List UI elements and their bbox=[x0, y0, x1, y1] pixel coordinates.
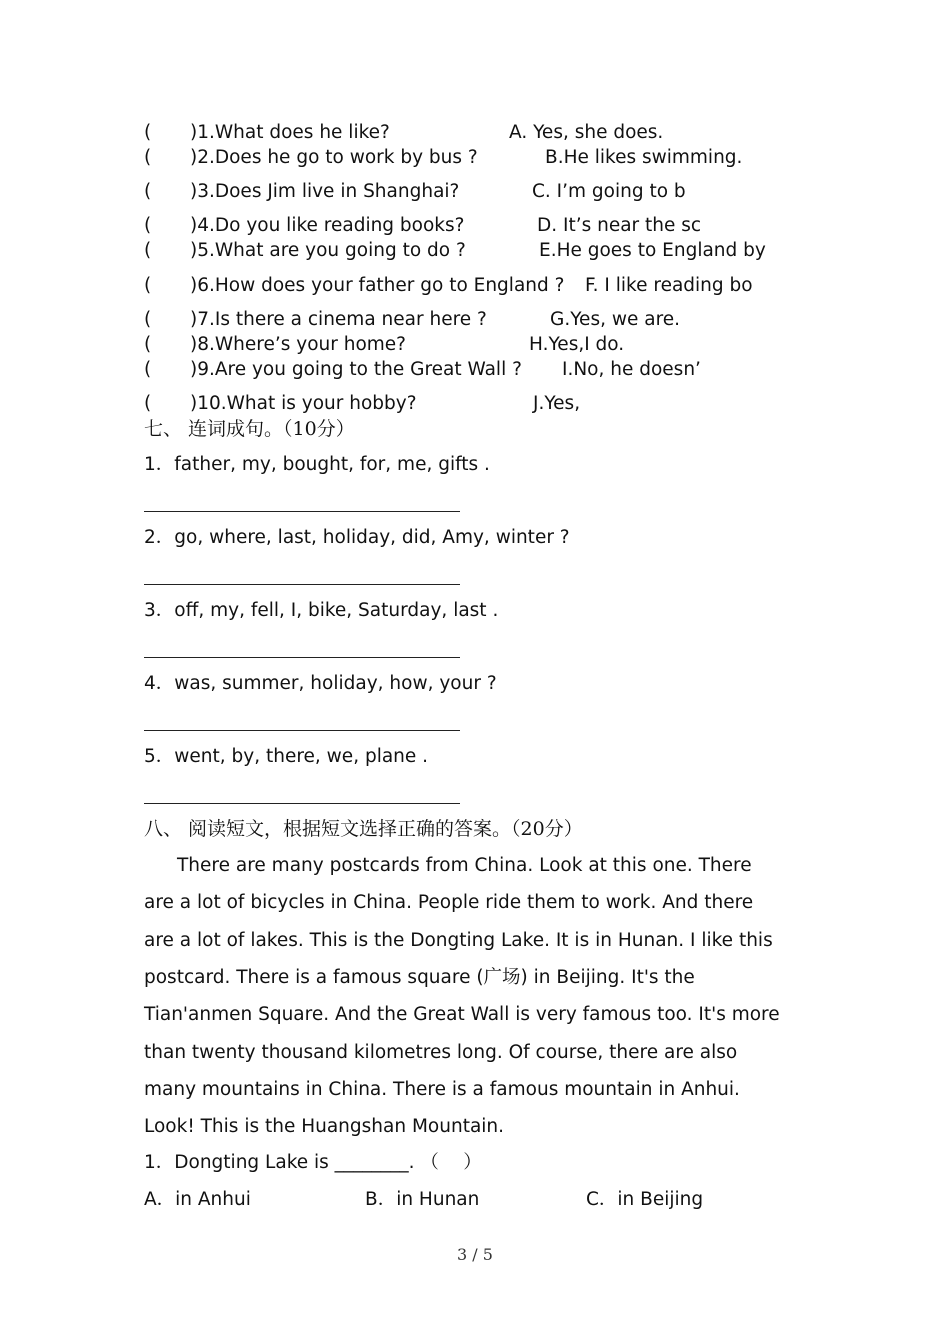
passage-line: There are many postcards from China. Look at this one. There bbox=[177, 855, 752, 876]
sentence-prompt: 2．go, where, last, holiday, did, Amy, winter ? bbox=[144, 527, 570, 548]
sentence-prompt: 4．was, summer, holiday, how, your ? bbox=[144, 673, 497, 694]
question-text: )6.How does your father go to England ? bbox=[190, 275, 565, 296]
answer-bracket: ( bbox=[144, 359, 152, 380]
answer-bracket: ( bbox=[144, 147, 152, 168]
sentence-prompt: 3．off, my, fell, I, bike, Saturday, last . bbox=[144, 600, 499, 621]
passage-line: are a lot of bicycles in China. People ride them to work. And there bbox=[144, 892, 754, 913]
answer-bracket: ( bbox=[144, 393, 152, 414]
answer-option: H.Yes,I do. bbox=[529, 334, 625, 355]
question-text: )8.Where’s your home? bbox=[190, 334, 406, 355]
answer-option: C. I’m going to b bbox=[532, 181, 686, 202]
answer-option: E.He goes to England by bbox=[539, 240, 766, 261]
option-c[interactable]: C．in Beijing bbox=[586, 1189, 704, 1210]
answer-option: F. I like reading bo bbox=[585, 275, 753, 296]
answer-bracket: ( bbox=[144, 309, 152, 330]
question-text: )7.Is there a cinema near here ? bbox=[190, 309, 487, 330]
answer-bracket: ( bbox=[144, 181, 152, 202]
passage-line: Tian'anmen Square. And the Great Wall is very famous too. It's more bbox=[144, 1004, 780, 1025]
answer-option: A. Yes, she does. bbox=[509, 122, 664, 143]
question-text: )3.Does Jim live in Shanghai? bbox=[190, 181, 460, 202]
answer-line[interactable] bbox=[144, 803, 460, 804]
passage-line: are a lot of lakes. This is the Dongting Lake. It is in Hunan. I like this bbox=[144, 930, 773, 951]
option-b[interactable]: B．in Hunan bbox=[365, 1189, 480, 1210]
answer-bracket: ( bbox=[144, 334, 152, 355]
answer-option: J.Yes, bbox=[533, 393, 581, 414]
answer-bracket: ( bbox=[144, 275, 152, 296]
answer-option: B.He likes swimming. bbox=[545, 147, 743, 168]
reading-question-1: 1．Dongting Lake is ________. （ ） bbox=[144, 1152, 482, 1173]
question-text: )10.What is your hobby? bbox=[190, 393, 417, 414]
option-a[interactable]: A．in Anhui bbox=[144, 1189, 251, 1210]
answer-line[interactable] bbox=[144, 584, 460, 585]
answer-line[interactable] bbox=[144, 657, 460, 658]
passage-line: than twenty thousand kilometres long. Of course, there are also bbox=[144, 1042, 738, 1063]
answer-option: I.No, he doesn’ bbox=[562, 359, 701, 380]
passage-line: many mountains in China. There is a famous mountain in Anhui. bbox=[144, 1079, 740, 1100]
question-text: )4.Do you like reading books? bbox=[190, 215, 465, 236]
passage-line: Look! This is the Huangshan Mountain. bbox=[144, 1116, 505, 1137]
sentence-prompt: 1．father, my, bought, for, me, gifts . bbox=[144, 454, 490, 475]
question-text: )5.What are you going to do ? bbox=[190, 240, 466, 261]
answer-line[interactable] bbox=[144, 730, 460, 731]
section-7-heading: 七、 连词成句。（10分） bbox=[144, 418, 355, 440]
answer-option: D. It’s near the sc bbox=[537, 215, 702, 236]
question-text: )9.Are you going to the Great Wall ? bbox=[190, 359, 522, 380]
section-8-heading: 八、 阅读短文，根据短文选择正确的答案。（20分） bbox=[144, 818, 583, 840]
answer-bracket: ( bbox=[144, 240, 152, 261]
passage-line: postcard. There is a famous square (广场) in Beijing. It's the bbox=[144, 967, 695, 988]
answer-line[interactable] bbox=[144, 511, 460, 512]
sentence-prompt: 5．went, by, there, we, plane . bbox=[144, 746, 429, 767]
page-number: 3 / 5 bbox=[457, 1245, 493, 1264]
answer-option: G.Yes, we are. bbox=[550, 309, 681, 330]
question-text: )2.Does he go to work by bus ? bbox=[190, 147, 478, 168]
answer-bracket: ( bbox=[144, 122, 152, 143]
question-text: )1.What does he like? bbox=[190, 122, 390, 143]
answer-bracket: ( bbox=[144, 215, 152, 236]
